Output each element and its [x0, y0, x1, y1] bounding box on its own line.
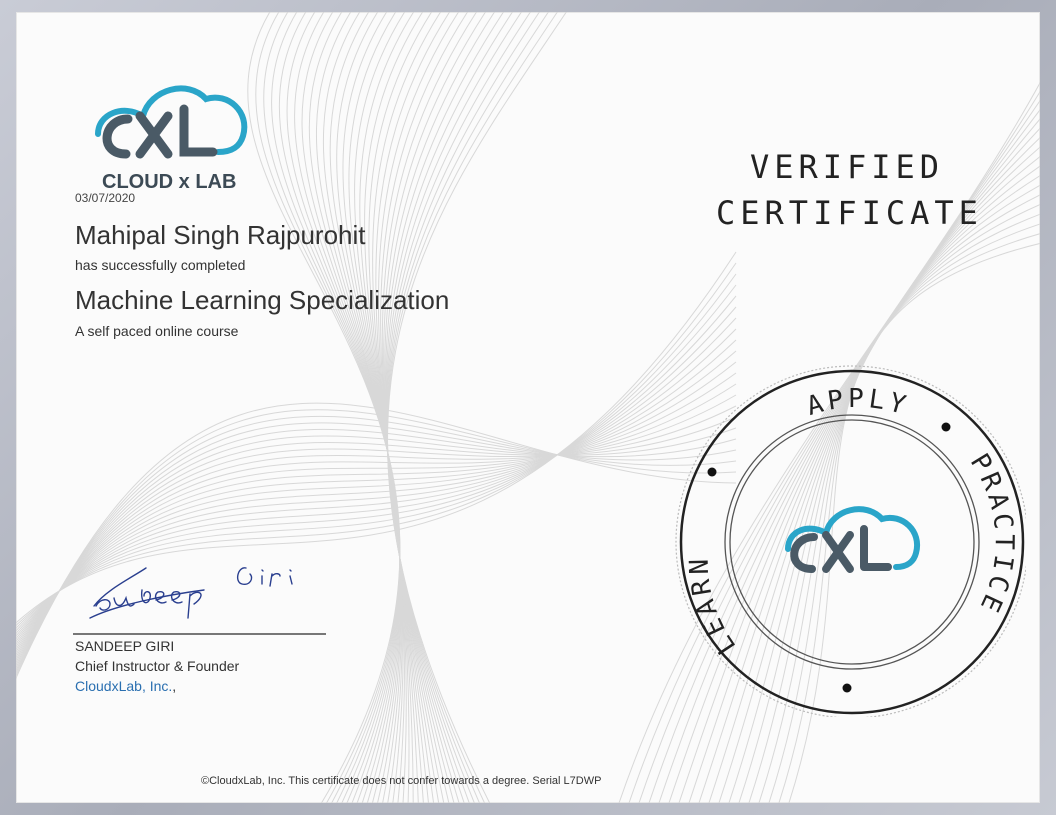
verified-certificate-heading [716, 144, 983, 236]
signatory-organization [75, 678, 176, 694]
organization-link[interactable]: CloudxLab, Inc. [75, 678, 173, 694]
completed-text: has successfully completed [75, 257, 246, 273]
seal-right-word: PRACTICE [963, 448, 1019, 620]
issue-date: 03/07/2020 [75, 191, 136, 205]
svg-text:PRACTICE [964, 449, 1019, 620]
learn-apply-practice-seal [666, 357, 1026, 717]
seal-left-word: LEARN [684, 554, 743, 660]
certificate-paper [16, 12, 1040, 803]
signature-image [86, 560, 316, 630]
signatory-title: Chief Instructor & Founder [75, 658, 240, 674]
seal-dot-1 [942, 423, 951, 432]
logo-text: CLOUD x LAB [102, 171, 237, 193]
signatory-name: SANDEEP GIRI [75, 638, 175, 654]
verified-line-2: CERTIFICATE [716, 194, 983, 232]
svg-text:APPLY [803, 384, 912, 422]
organization-suffix: , [172, 678, 177, 694]
signature-line [73, 633, 326, 635]
logo-icon [88, 64, 258, 194]
recipient-name: Mahipal Singh Rajpurohit [75, 220, 366, 250]
footer-disclaimer: ©CloudxLab, Inc. This certificate does not confer towards a degree. Serial L7DWP [201, 775, 602, 787]
seal-top-word: APPLY [803, 384, 913, 422]
course-type: A self paced online course [75, 323, 239, 339]
course-title: Machine Learning Specialization [75, 285, 450, 315]
seal-logo-icon [788, 509, 917, 569]
cloudxlab-logo [88, 64, 258, 194]
verified-line-1: VERIFIED [749, 148, 945, 186]
seal-dot-3 [843, 684, 852, 693]
seal-dot-2 [708, 468, 717, 477]
